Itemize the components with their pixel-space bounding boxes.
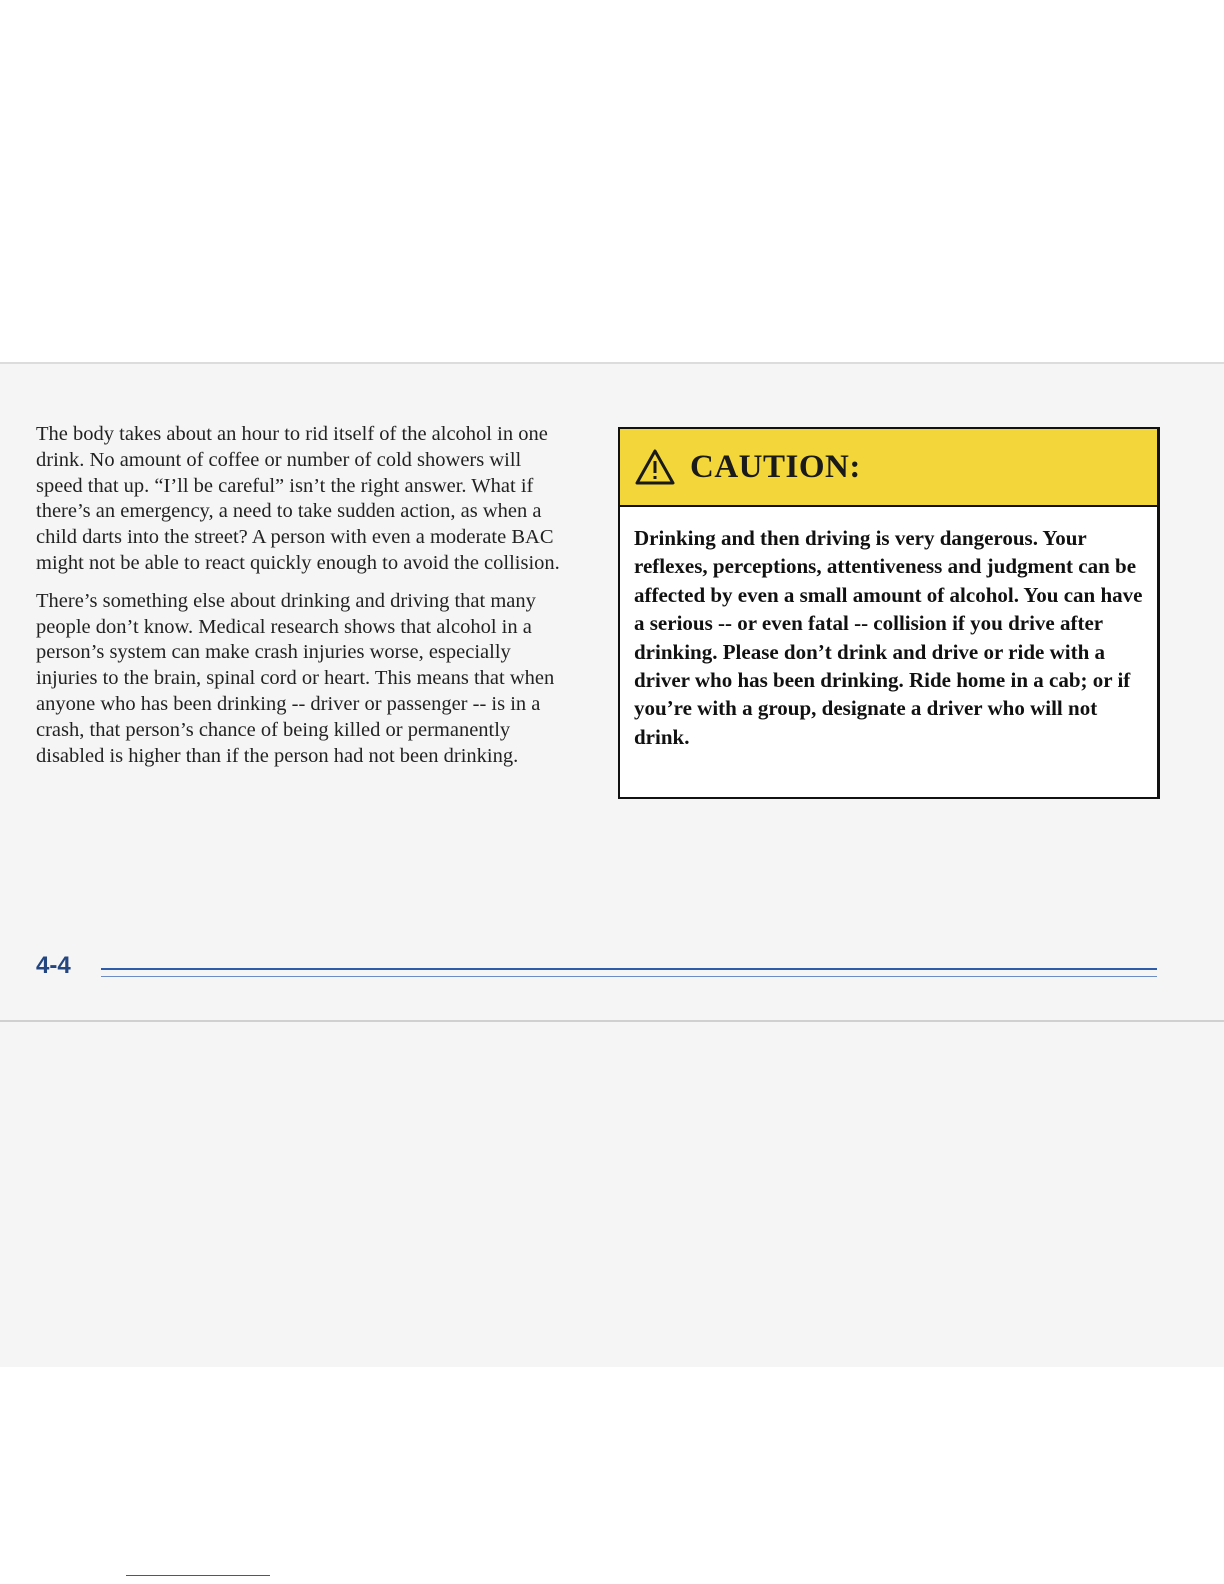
bottom-link-rule: [126, 1575, 270, 1576]
body-text-column: [36, 422, 566, 781]
footer-rule: [101, 968, 1157, 970]
caution-box: [618, 427, 1160, 799]
warning-triangle-icon: [634, 448, 676, 486]
bottom-divider: [0, 1020, 1224, 1022]
top-divider: [0, 362, 1224, 364]
caution-header: [620, 429, 1157, 507]
page-number: 4-4: [36, 952, 71, 979]
caution-body: Drinking and then driving is very dangerous. Your reflexes, perceptions, attentiveness and judgment can be affected by even a small amount of alcohol. You can have a serious -- or even fatal -- collision if you drive after drinking. Please don’t drink and drive or ride with a driver who has been drinking. Ride home in a cab; or if you’re with a group, designate a driver who will not drink.: [634, 526, 1143, 749]
footer-rule-thin: [101, 976, 1157, 977]
paragraph-alcohol-elimination: The body takes about an hour to rid itself of the alcohol in one drink. No amount of coffee or number of cold showers will speed that up. “I’ll be careful” isn’t the right answer. What if there’s an emergency, a need to take sudden action, as when a child darts into the street? A person with even a moderate BAC might not be able to react quickly enough to avoid the collision.: [36, 423, 560, 574]
caution-title: CAUTION:: [690, 448, 861, 485]
paragraph-crash-injuries: There’s something else about drinking and driving that many people don’t know. Medical research shows that alcohol in a person’s system can make crash injuries worse, especially injuries to the brain, spinal cord or heart. This means that when anyone who has been drinking -- driver or passenger -- is in a crash, that person’s chance of being killed or permanently disabled is higher than if the person had not been drinking.: [36, 589, 555, 767]
